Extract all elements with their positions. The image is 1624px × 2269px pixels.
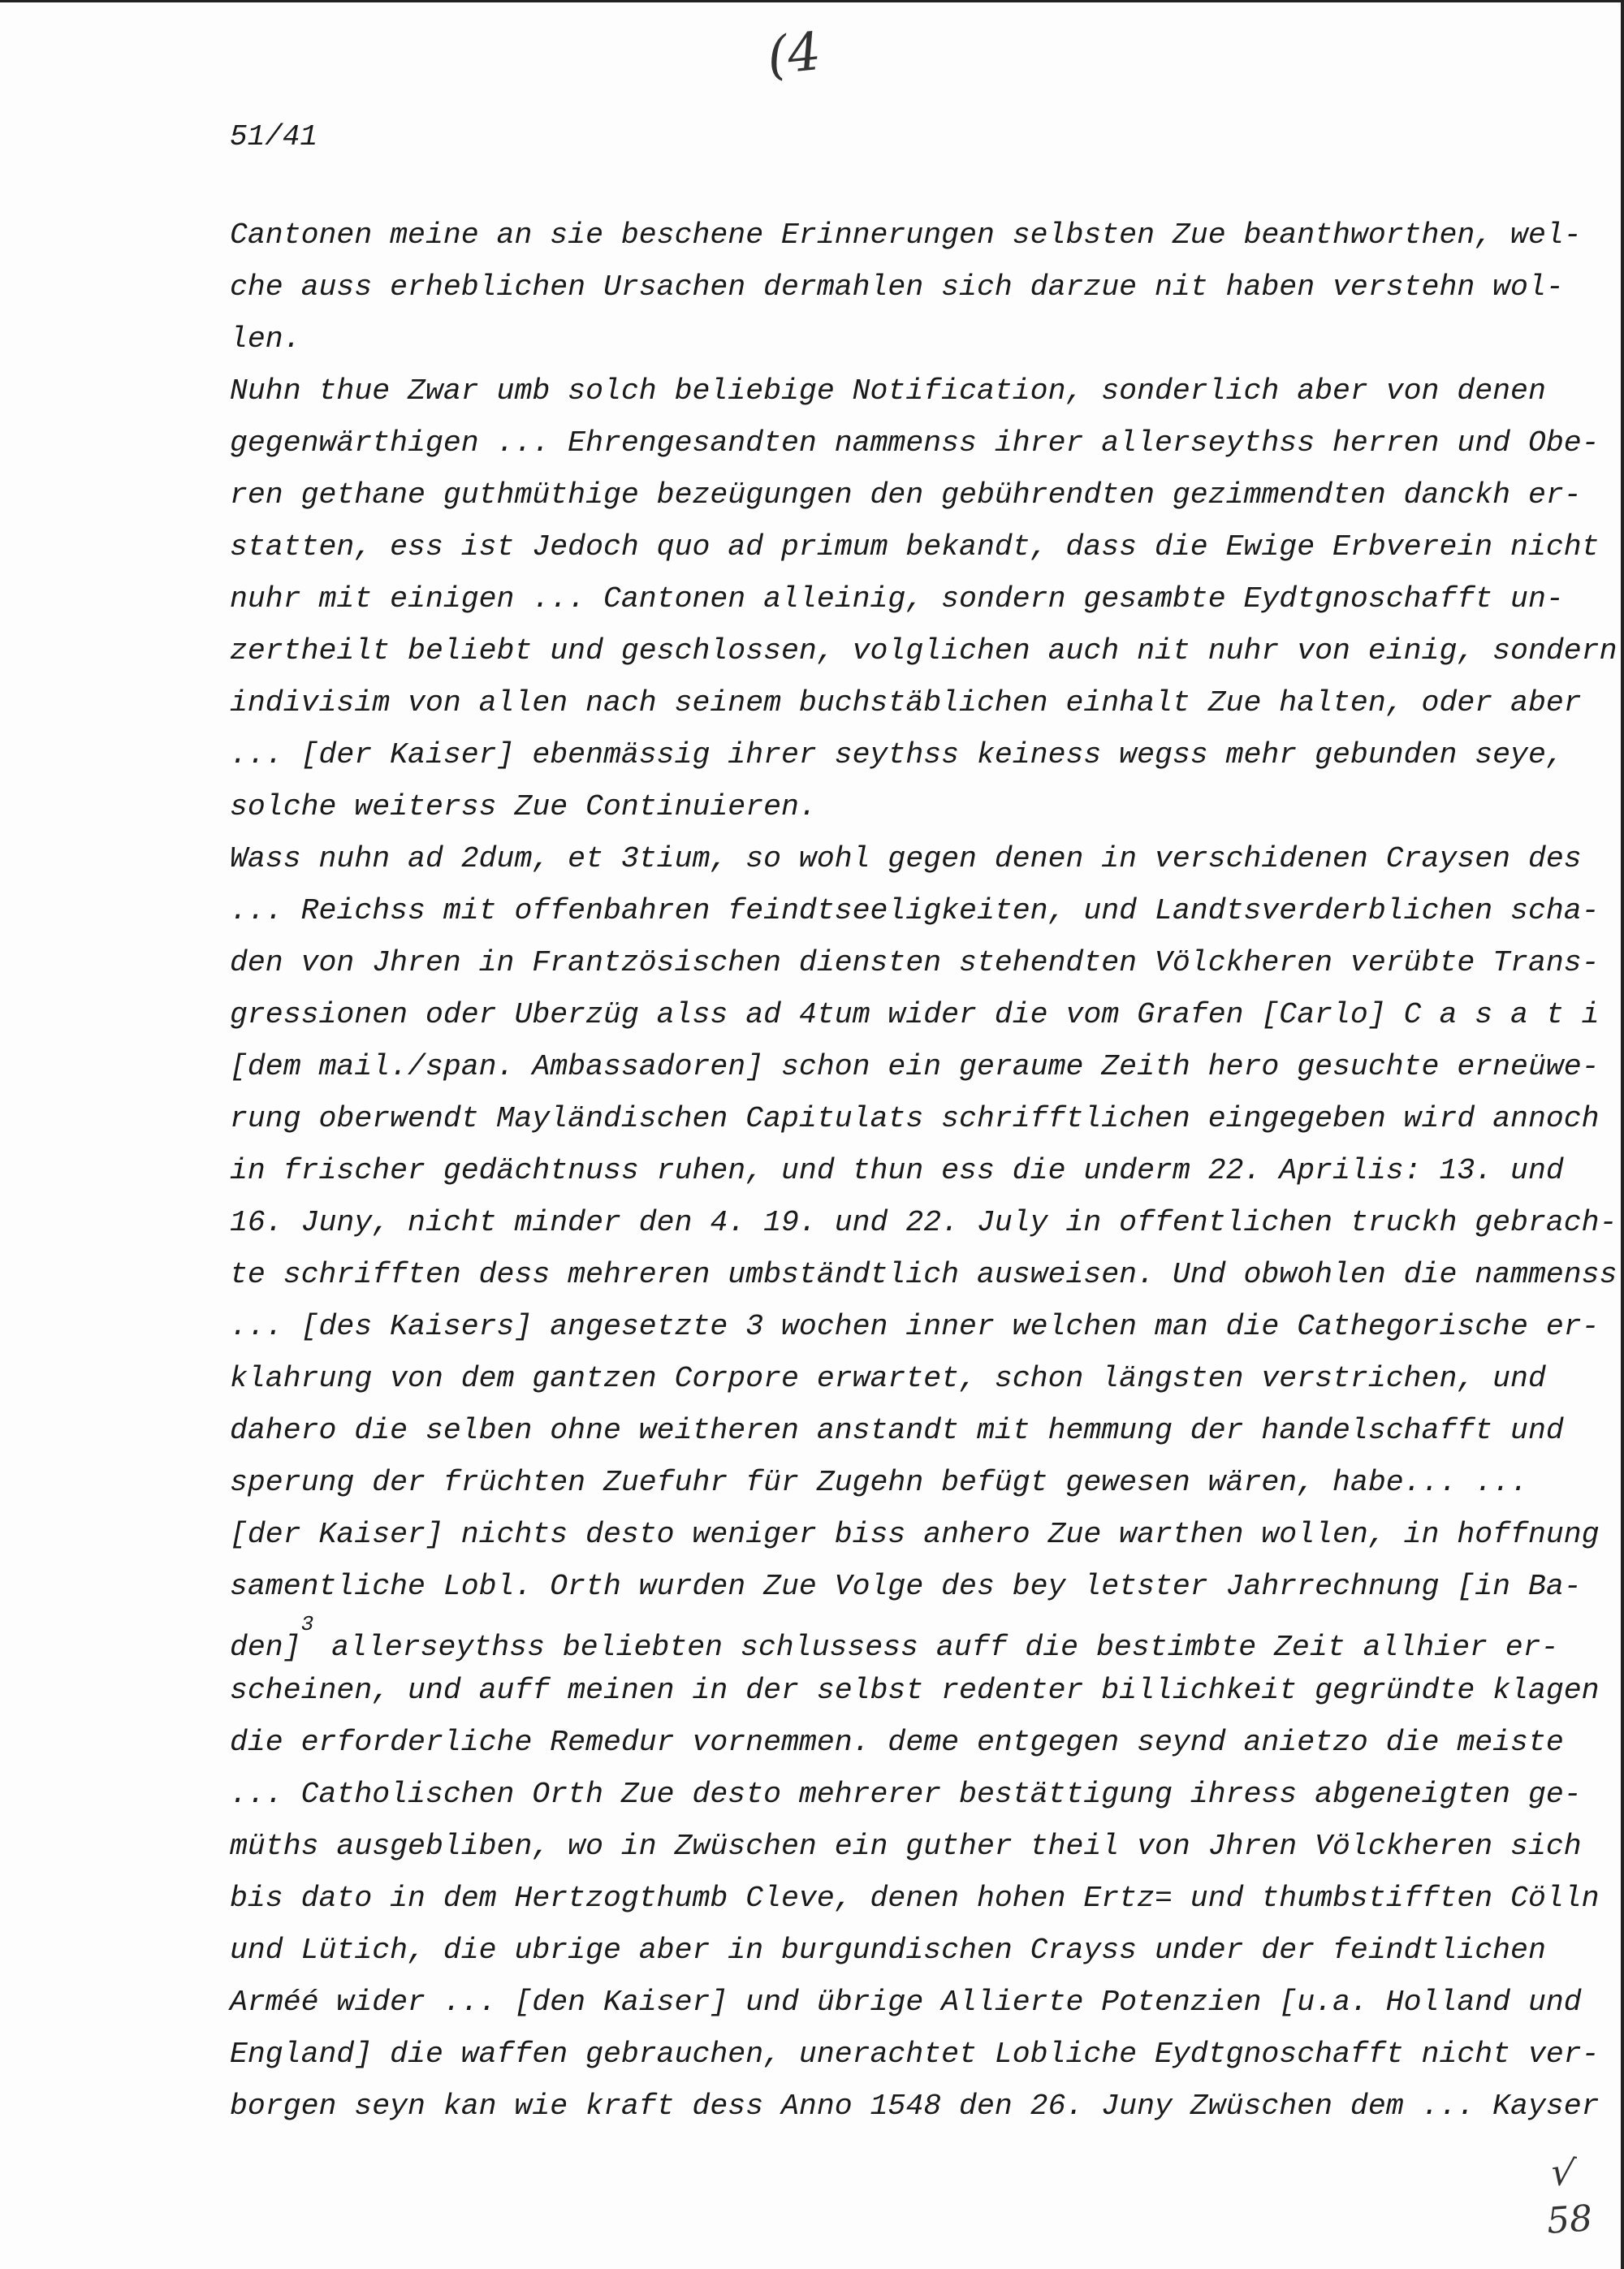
text-line: 16. Juny, nicht minder den 4. 19. und 22. July in offentlichen truckh gebrach-	[230, 1206, 1618, 1239]
text-line: ... Reichss mit offenbahren feindtseeligkeiten, und Landtsverderblichen scha-	[230, 894, 1600, 927]
text-line: die erforderliche Remedur vornemmen. deme entgegen seynd anietzo die meiste	[230, 1726, 1564, 1759]
text-line: Cantonen meine an sie beschene Erinnerungen selbsten Zue beanthworthen, wel-	[230, 218, 1582, 252]
text-line: borgen seyn kan wie kraft dess Anno 1548 den 26. Juny Zwüschen dem ... Kayser	[230, 2090, 1600, 2123]
text-fragment: allerseythss beliebten schlussess auff die bestimbte Zeit allhier er-	[331, 1631, 1559, 1665]
text-line: zertheilt beliebt und geschlossen, volglichen auch nit nuhr von einig, sondern	[230, 634, 1618, 668]
text-line: samentliche Lobl. Orth wurden Zue Volge des bey letster Jahrrechnung [in Ba-	[230, 1570, 1582, 1603]
document-body	[230, 210, 1618, 2133]
text-line: ren gethane guthmüthige bezeügungen den gebührendten gezimmendten danckh er-	[230, 478, 1582, 512]
handwritten-folio-number: (4	[764, 21, 824, 88]
handwritten-page-number: 58	[1545, 2198, 1594, 2242]
text-line: dahero die selben ohne weitheren anstandt mit hemmung der handelschafft und	[230, 1414, 1564, 1447]
text-line: klahrung von dem gantzen Corpore erwartet, schon längsten verstrichen, und	[230, 1362, 1546, 1395]
text-line: scheinen, und auff meinen in der selbst redenter billichkeit gegründte klagen	[230, 1674, 1600, 1707]
scan-edge-right	[1621, 0, 1624, 2269]
text-line: nuhr mit einigen ... Cantonen alleinig, sondern gesambte Eydtgnoschafft un-	[230, 582, 1564, 616]
scan-edge-top	[0, 0, 1624, 2]
text-line: gressionen oder Uberzüg alss ad 4tum wider die vom Grafen [Carlo] C a s a t i	[230, 998, 1600, 1031]
text-line: müths ausgebliben, wo in Zwüschen ein guther theil von Jhren Völckheren sich	[230, 1830, 1582, 1863]
text-line: gegenwärthigen ... Ehrengesandten nammenss ihrer allerseythss herren und Obe-	[230, 426, 1600, 460]
text-line: te schrifften dess mehreren umbständtlich ausweisen. Und obwohlen die nammenss	[230, 1258, 1618, 1291]
text-line: in frischer gedächtnuss ruhen, und thun ess die underm 22. Aprilis: 13. und	[230, 1154, 1564, 1187]
handwritten-check-mark: √	[1548, 2149, 1578, 2196]
text-line: ... Catholischen Orth Zue desto mehrerer bestättigung ihress abgeneigten ge-	[230, 1778, 1582, 1811]
text-line: bis dato in dem Hertzogthumb Cleve, denen hohen Ertz= und thumbstifften Cölln	[230, 1882, 1600, 1915]
text-line: che auss erheblichen Ursachen dermahlen sich darzue nit haben verstehn wol-	[230, 270, 1564, 304]
text-line: indivisim von allen nach seinem buchstäblichen einhalt Zue halten, oder aber	[230, 686, 1582, 720]
text-line: statten, ess ist Jedoch quo ad primum bekandt, dass die Ewige Erbverein nicht	[230, 530, 1600, 564]
text-fragment: den]	[230, 1631, 301, 1665]
text-line: Wass nuhn ad 2dum, et 3tium, so wohl gegen denen in verschidenen Craysen des	[230, 842, 1582, 875]
text-line-with-footnote	[230, 1612, 1559, 1665]
text-line: solche weiterss Zue Continuieren.	[230, 790, 817, 823]
folio-number: 51/41	[230, 120, 318, 153]
text-line: sperung der früchten Zuefuhr für Zugehn befügt gewesen wären, habe... ...	[230, 1466, 1528, 1499]
footnote-reference: 3	[300, 1612, 314, 1636]
text-line: Nuhn thue Zwar umb solch beliebige Notification, sonderlich aber von denen	[230, 374, 1546, 408]
text-line: den von Jhren in Frantzösischen diensten stehendten Völckheren verübte Trans-	[230, 946, 1600, 979]
text-line: ... [des Kaisers] angesetzte 3 wochen inner welchen man die Cathegorische er-	[230, 1310, 1600, 1343]
text-line: England] die waffen gebrauchen, unerachtet Lobliche Eydtgnoschafft nicht ver-	[230, 2038, 1600, 2071]
text-line: ... [der Kaiser] ebenmässig ihrer seythss keiness wegss mehr gebunden seye,	[230, 738, 1564, 771]
text-line: [der Kaiser] nichts desto weniger biss anhero Zue warthen wollen, in hoffnung	[230, 1518, 1600, 1551]
text-line: [dem mail./span. Ambassadoren] schon ein geraume Zeith hero gesuchte erneüwe-	[230, 1050, 1600, 1083]
text-line: Arméé wider ... [den Kaiser] und übrige Allierte Potenzien [u.a. Holland und	[230, 1986, 1582, 2019]
text-line: len.	[230, 322, 301, 356]
text-line: rung oberwendt Mayländischen Capitulats schrifftlichen eingegeben wird annoch	[230, 1102, 1600, 1135]
text-line: und Lütich, die ubrige aber in burgundischen Crayss under der feindtlichen	[230, 1934, 1546, 1967]
